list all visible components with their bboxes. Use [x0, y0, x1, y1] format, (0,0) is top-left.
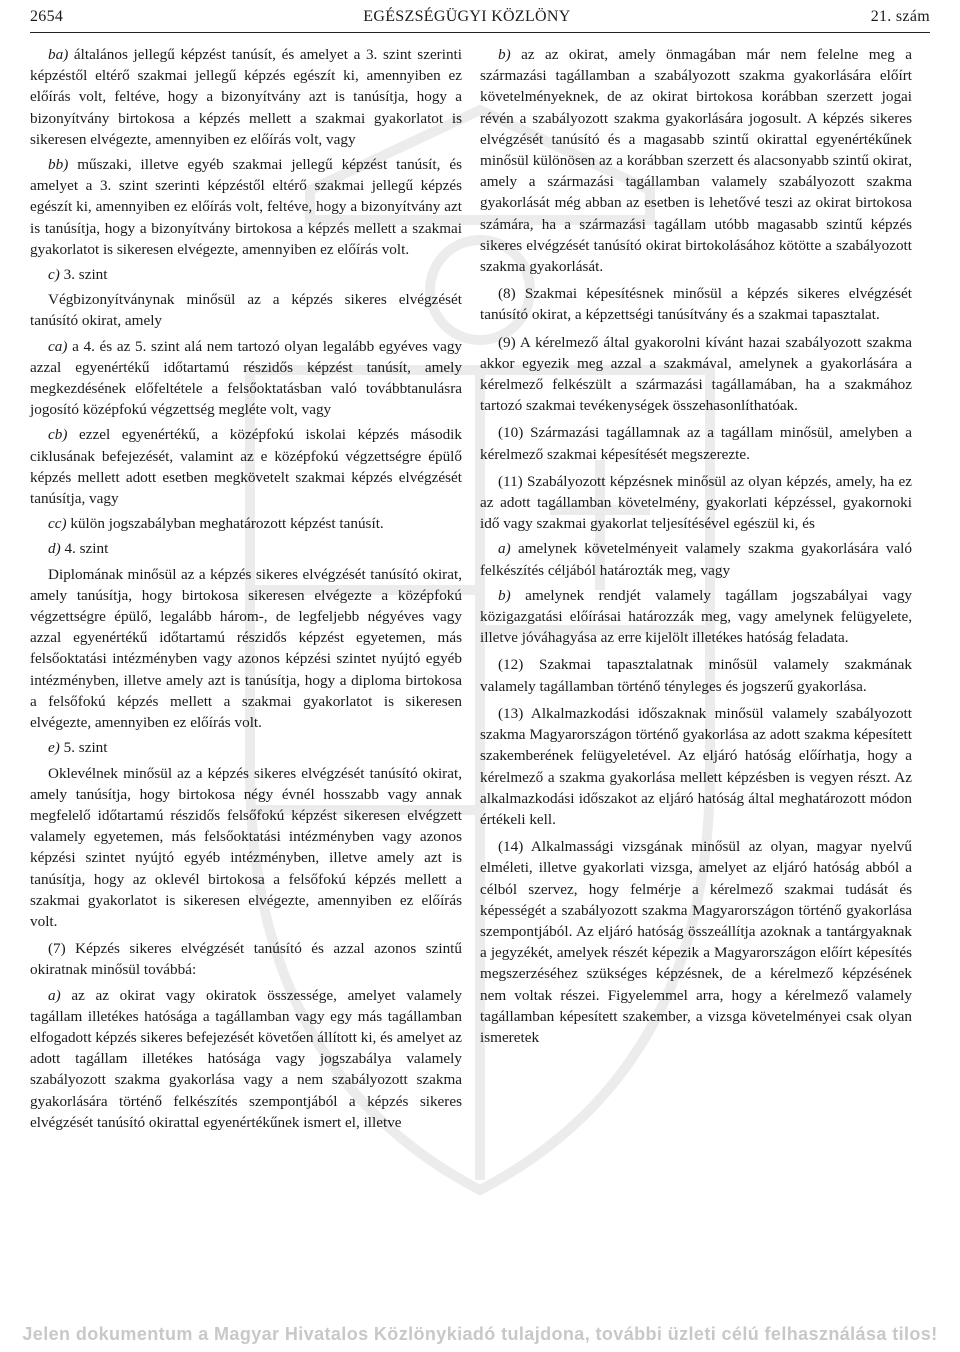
- paragraph: (10) Származási tagállamnak az a tagállam minősül, amelyben a kérelmező szakmai képesítését megszerezte.: [480, 424, 912, 463]
- paragraph: (8) Szakmai képesítésnek minősül a képzés sikeres elvégzését tanúsító okirat, a képzettségi tanúsítvány és a szakmai tapasztalat.: [480, 285, 912, 324]
- journal-title: EGÉSZSÉGÜGYI KÖZLÖNY: [363, 8, 571, 25]
- item-marker: cc): [48, 515, 67, 533]
- item-marker: cb): [48, 426, 68, 444]
- item-marker: d): [48, 540, 61, 558]
- list-item: [30, 44, 462, 150]
- item-text: az az okirat, amely önmagában már nem felelne meg a származási tagállamban a szabályozott szakma gyakorlására előírt követelményeknek, de az okirat birtokosa korábban szerzett jogai révén a szabályozott szakma gyakorlására jogosult. A képzés sikeres elvégzését tanúsító és a magasabb szintű okirattal egyenértékűnek minősül különösen az a korábban szerzett és alacsonyabb szintű okirat, amely a származási tagállamban valamely szabályozott szakma gyakorlását még abban az esetben is lehetővé teszi az okirat birtokosa számára, ha a származási tagállam utóbb magasabb szintű képzés sikeres elvégzését tanúsító okirat birtokolásához kötötte a szabályozott szakma gyakorlását.: [480, 46, 913, 276]
- paragraph-text: Végbizonyítványnak minősül az a képzés sikeres elvégzését tanúsító okirat, amely: [30, 291, 462, 330]
- list-item: [30, 737, 462, 758]
- page-number: 2654: [30, 8, 64, 25]
- item-marker: ca): [48, 337, 68, 355]
- item-marker: bb): [48, 156, 69, 174]
- list-item: [480, 44, 912, 277]
- issue-number: 21. szám: [870, 8, 930, 25]
- item-text: amelynek rendjét valamely tagállam jogszabályai vagy közigazgatási előírásai határozzák meg, vagy amelynek felügyelete, illetve jóváhagyása az erre kijelölt illetékes hatóság feladata.: [480, 586, 913, 647]
- list-item: [30, 154, 462, 260]
- list-item: [30, 985, 462, 1133]
- item-marker: b): [498, 586, 511, 604]
- item-text: általános jellegű képzést tanúsít, és amelyet a 3. szint szerinti képzéstől eltérő szakmai jellegű képzés egészít ki, amennyiben ez előírás volt, feltéve, hogy a bizonyítvány azt is tanúsítja, hogy a bizonyítvány birtokosa a képzés mellett a szakmai gyakorlatot is sikeresen elvégezte, amennyiben ez előírás volt, vagy: [30, 46, 462, 148]
- item-text: az az okirat vagy okiratok összessége, amelyet valamely tagállam illetékes hatósága a tagállamban vagy egy más tagállamban elfogadott képzés sikeres befejezését követően állított ki, és amelyet az adott tagállam illetékes hatósága vagy jogszabálya valamely szabályozott szakma gyakorlása vagy a nem szabályozott szakma gyakorlására történő felkészítés szempontjából a képzés sikeres elvégzését tanúsító okirattal egyenértékűnek ismert el, illetve: [30, 986, 462, 1131]
- item-text: 3. szint: [63, 266, 108, 284]
- list-item: [30, 538, 462, 559]
- left-column: [30, 44, 462, 1137]
- right-column: [480, 44, 912, 1052]
- item-text: a 4. és az 5. szint alá nem tartozó olyan legalább egyéves vagy azzal egyenértékű időtartamú részidős képzést tanúsít, amely megkezdésének előfeltétele a felsőoktatásban való továbbtanulásra jogosító középfokú végzettség megléte volt, vagy: [30, 337, 463, 419]
- item-marker: a): [48, 986, 61, 1004]
- header-rule: [30, 32, 930, 33]
- item-marker: c): [48, 266, 60, 284]
- item-text: külön jogszabályban meghatározott képzést tanúsít.: [70, 515, 384, 533]
- paragraph: (14) Alkalmassági vizsgának minősül az olyan, magyar nyelvű elméleti, illetve gyakorlati vizsga, amelyet az eljáró hatóság abból a célból szervez, hogy felmérje a kérelmező szakmai tudását és képességét a szabályozott szakma Magyarországon történő gyakorlása szempontjából. Az eljáró hatóság összeállítja azoknak a tantárgyaknak a jegyzékét, amelyek részét képezik a Magyarországon előírt képesítés megszerzéséhez szükséges képzésnek, de a kérelmező képzésének nem voltak részei. Figyelemmel arra, hogy a kérelmező valamely tagállamban képesített szakember, a vizsga követelményei csak olyan ismeretek: [480, 838, 912, 1046]
- item-text: 5. szint: [63, 739, 108, 757]
- list-item: [30, 336, 462, 421]
- item-text: 4. szint: [64, 540, 109, 558]
- item-text: ezzel egyenértékű, a középfokú iskolai képzés második ciklusának befejezését, valamint az e középfokú végzettségre épülő képzés mellett adott esetben megkövetelt szakmai képzés elvégzését tanúsítja, vagy: [30, 426, 462, 508]
- paragraph: (7) Képzés sikeres elvégzését tanúsító és azzal azonos szintű okiratnak minősül továbbá:: [30, 940, 462, 979]
- footer-notice: Jelen dokumentum a Magyar Hivatalos Közlönykiadó tulajdona, további üzleti célú felhasználása tilos!: [22, 1323, 938, 1344]
- list-item: [480, 585, 912, 649]
- page-header: [30, 4, 930, 30]
- item-marker: ba): [48, 46, 69, 63]
- item-marker: e): [48, 739, 60, 757]
- list-item: [30, 513, 462, 534]
- item-text: amelynek követelményeit valamely szakma gyakorlására való felkészítés céljából határozták meg, vagy: [480, 540, 912, 579]
- paragraph: (12) Szakmai tapasztalatnak minősül valamely szakmának valamely tagállamban történő tényleges és jogszerű gyakorlása.: [480, 656, 912, 695]
- list-item: [30, 424, 462, 509]
- list-item: [30, 264, 462, 285]
- paragraph: (13) Alkalmazkodási időszaknak minősül valamely szabályozott szakma Magyarországon történő gyakorlása az adott szakma képesített szakemberének felügyeletével. Az eljáró hatóság előírhatja, hogy a kérelmező a szakma gyakorlása mellett képzésben is vegyen részt. Az alkalmazkodási időszakot az eljáró hatóság által meghatározott módon értékeli kell.: [480, 704, 912, 828]
- paragraph: (9) A kérelmező által gyakorolni kívánt hazai szabályozott szakma akkor egyezik meg azzal a szakmával, amelynek a gyakorlására a kérelmező felkészült a származási tagállamában, ha a szakmához tartozó szakmai tevékenységek összehasonlíthatóak.: [480, 333, 912, 415]
- paragraph-text: Diplomának minősül az a képzés sikeres elvégzését tanúsító okirat, amely tanúsítja, hogy birtokosa sikeresen elvégezte a középfokú végzettségre épülő, legalább három-, de legfeljebb négyéves vagy azzal egyenértékű időtartamú részidős képzést egyetemen, más felsőoktatási intézményben vagy azonos képzési szintet nyújtó egyéb intézményben, illetve amely azt is tanúsítja, hogy a diploma birtokosa a felsőfokú képzés mellett a szakmai gyakorlatot is sikeresen elvégezte, amennyiben ez előírás volt.: [30, 565, 462, 732]
- paragraph-text: Oklevélnek minősül az a képzés sikeres elvégzését tanúsító okirat, amely tanúsítja, hogy birtokosa négy évnél hosszabb vagy annak megfelelő időtartamú részidős felsőfokú képzést sikeresen elvégzett valamely egyetemen, más felsőoktatási intézményben vagy azonos képzési szintet nyújtó egyéb intézményben, illetve amely azt is tanúsítja, hogy az oklevél birtokosa a felsőfokú képzés mellett a szakmai gyakorlatot is sikeresen elvégezte, amennyiben ez előírás volt.: [30, 764, 462, 930]
- list-item: [480, 538, 912, 580]
- item-text: műszaki, illetve egyéb szakmai jellegű képzést tanúsít, és amelyet a 3. szint szerinti képzéstől eltérő szakmai jellegű képzés egészít ki, amennyiben ez előírás volt, feltéve, hogy a bizonyítvány azt is tanúsítja, hogy a bizonyítvány birtokosa a képzés mellett a szakmai gyakorlatot is sikeresen elvégezte, amennyiben ez előírás volt.: [30, 156, 463, 258]
- item-marker: a): [498, 540, 511, 558]
- paragraph: (11) Szabályozott képzésnek minősül az olyan képzés, amely, ha ez az adott tagállamban követelmény, gyakorlati képzéssel, gyakornoki idő vagy szakmai gyakorlat teljesítésével egészül ki, és: [480, 472, 912, 533]
- item-marker: b): [498, 46, 511, 63]
